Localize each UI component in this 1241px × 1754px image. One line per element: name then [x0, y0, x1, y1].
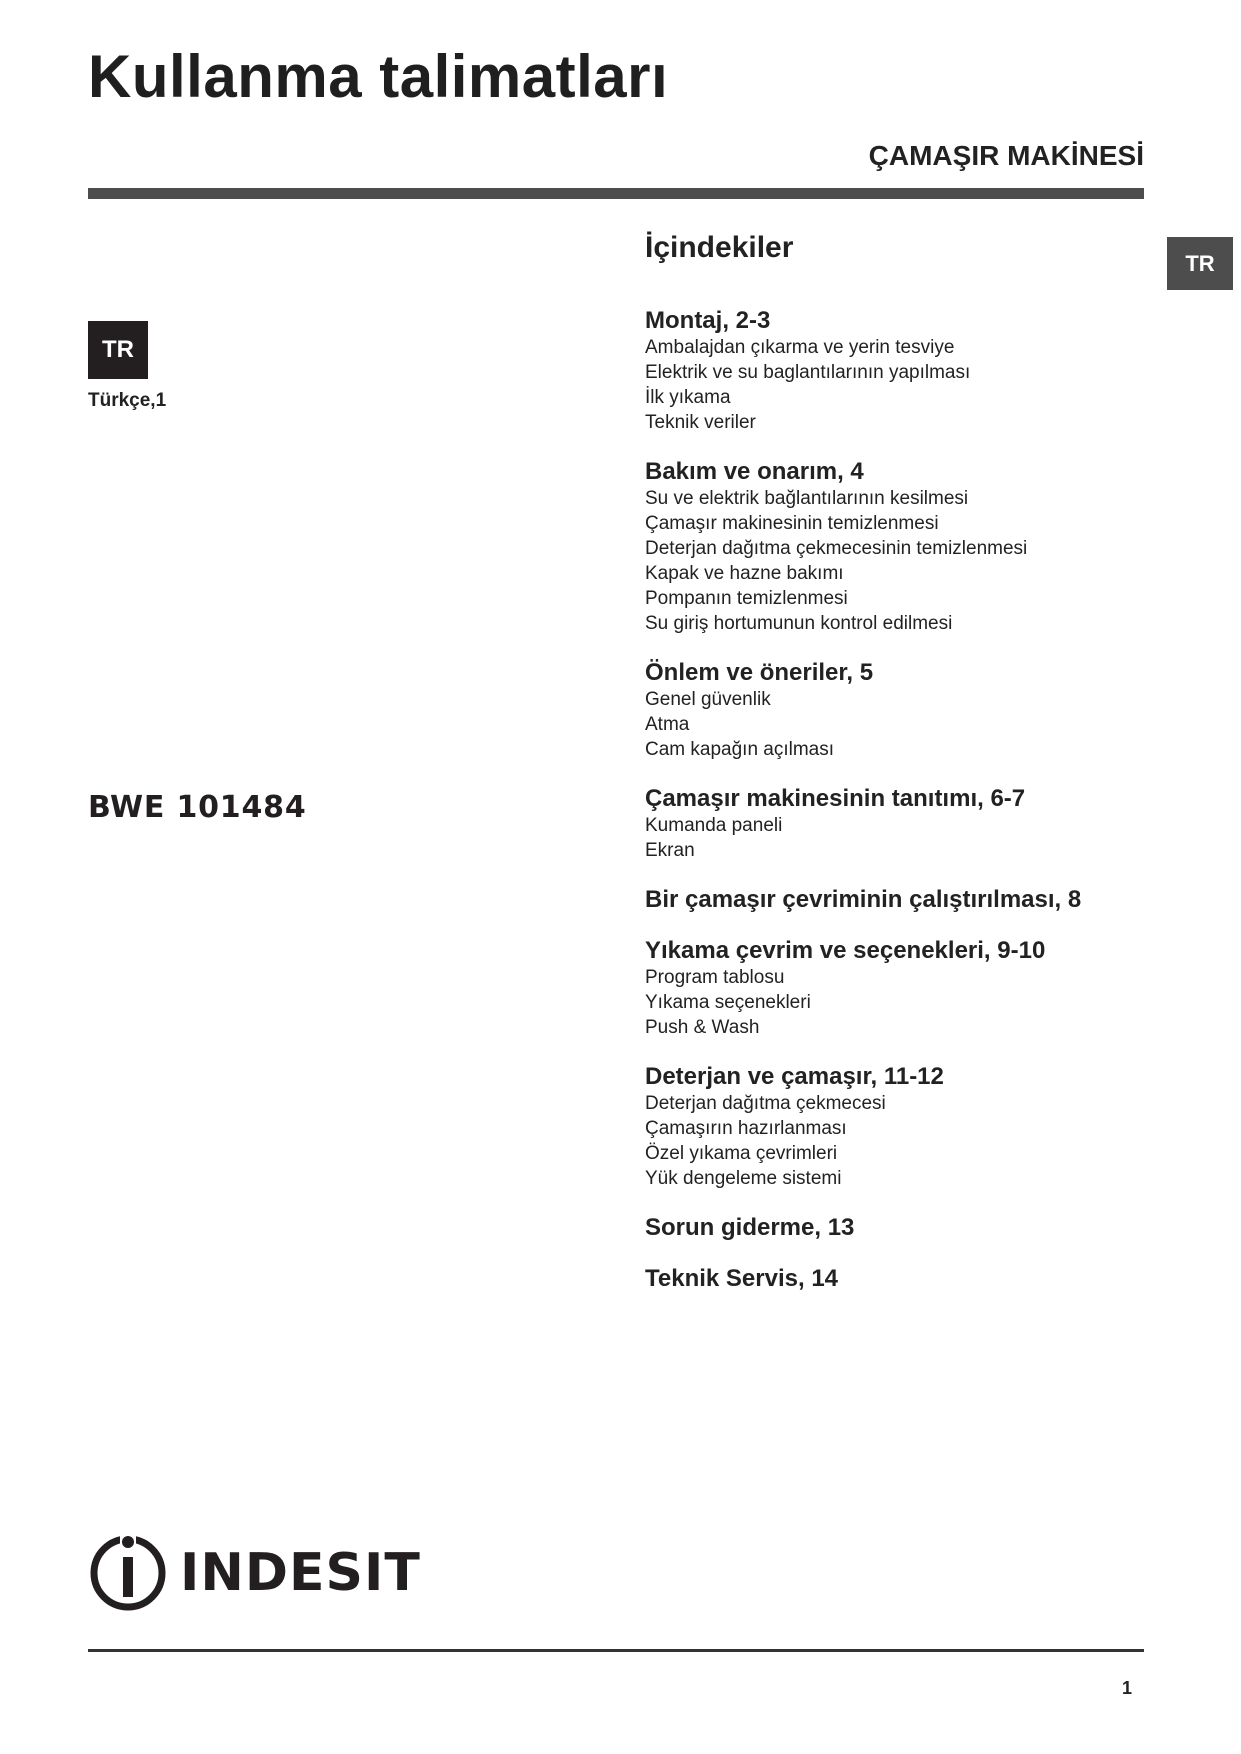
toc-item: Ambalajdan çıkarma ve yerin tesviye — [645, 337, 955, 358]
toc-item: Atma — [645, 714, 690, 735]
toc-section-heading: Deterjan ve çamaşır, 11-12 — [645, 1063, 944, 1090]
toc-section-heading: Bakım ve onarım, 4 — [645, 458, 864, 485]
toc-section — [645, 936, 1205, 1040]
toc-section — [645, 1213, 1205, 1242]
toc-section — [645, 1264, 1205, 1293]
toc-section — [645, 1062, 1205, 1191]
toc-section-heading: Montaj, 2-3 — [645, 307, 771, 334]
toc-section-heading: Önlem ve öneriler, 5 — [645, 659, 874, 686]
toc-section — [645, 658, 1205, 762]
table-of-contents — [645, 230, 1205, 1315]
language-side-tab: TR — [1167, 237, 1233, 290]
toc-item-list — [645, 813, 1205, 863]
toc-item: Teknik veriler — [645, 412, 756, 433]
toc-title: İçindekiler — [645, 231, 794, 264]
toc-item: İlk yıkama — [645, 387, 731, 408]
toc-section-heading: Sorun giderme, 13 — [645, 1214, 855, 1241]
toc-item: Su ve elektrik bağlantılarının kesilmesi — [645, 488, 969, 509]
toc-item: Yük dengeleme sistemi — [645, 1168, 842, 1189]
toc-section — [645, 457, 1205, 636]
toc-item: Çamaşırın hazırlanması — [645, 1118, 847, 1139]
language-badge: TR — [88, 321, 148, 379]
toc-item: Elektrik ve su baglantılarının yapılması — [645, 362, 971, 383]
toc-item-list — [645, 965, 1205, 1040]
toc-item-list — [645, 486, 1205, 636]
toc-item: Yıkama seçenekleri — [645, 992, 811, 1013]
toc-item-list — [645, 1091, 1205, 1191]
toc-item-list — [645, 335, 1205, 435]
toc-section — [645, 885, 1205, 914]
toc-section-heading: Yıkama çevrim ve seçenekleri, 9-10 — [645, 937, 1046, 964]
model-number: BWE 101484 — [88, 790, 307, 825]
toc-item: Pompanın temizlenmesi — [645, 588, 848, 609]
toc-item: Su giriş hortumunun kontrol edilmesi — [645, 613, 953, 634]
product-type: ÇAMAŞIR MAKİNESİ — [868, 140, 1144, 171]
brand-name: INDESIT — [180, 1543, 421, 1603]
toc-item: Özel yıkama çevrimleri — [645, 1143, 838, 1164]
language-label: Türkçe,1 — [88, 390, 167, 411]
toc-item: Genel güvenlik — [645, 689, 771, 710]
page-title: Kullanma talimatları — [88, 43, 669, 110]
toc-sections — [645, 306, 1205, 1293]
indesit-logo-icon — [88, 1533, 168, 1613]
toc-item: Kapak ve hazne bakımı — [645, 563, 844, 584]
toc-item: Ekran — [645, 840, 695, 861]
toc-item: Kumanda paneli — [645, 815, 783, 836]
page-number: 1 — [1121, 1678, 1132, 1698]
toc-item: Cam kapağın açılması — [645, 739, 835, 760]
toc-section-heading: Çamaşır makinesinin tanıtımı, 6-7 — [645, 785, 1026, 812]
header-divider — [88, 188, 1144, 199]
toc-item: Deterjan dağıtma çekmecesinin temizlenmesi — [645, 538, 1028, 559]
footer-divider — [88, 1649, 1144, 1652]
toc-item: Deterjan dağıtma çekmecesi — [645, 1093, 886, 1114]
toc-section-heading: Bir çamaşır çevriminin çalıştırılması, 8 — [645, 886, 1082, 913]
toc-item-list — [645, 687, 1205, 762]
toc-item: Program tablosu — [645, 967, 785, 988]
toc-section — [645, 306, 1205, 435]
toc-item: Çamaşır makinesinin temizlenmesi — [645, 513, 939, 534]
toc-item: Push & Wash — [645, 1017, 760, 1038]
brand-logo — [88, 1533, 421, 1613]
toc-section-heading: Teknik Servis, 14 — [645, 1265, 839, 1292]
toc-section — [645, 784, 1205, 863]
